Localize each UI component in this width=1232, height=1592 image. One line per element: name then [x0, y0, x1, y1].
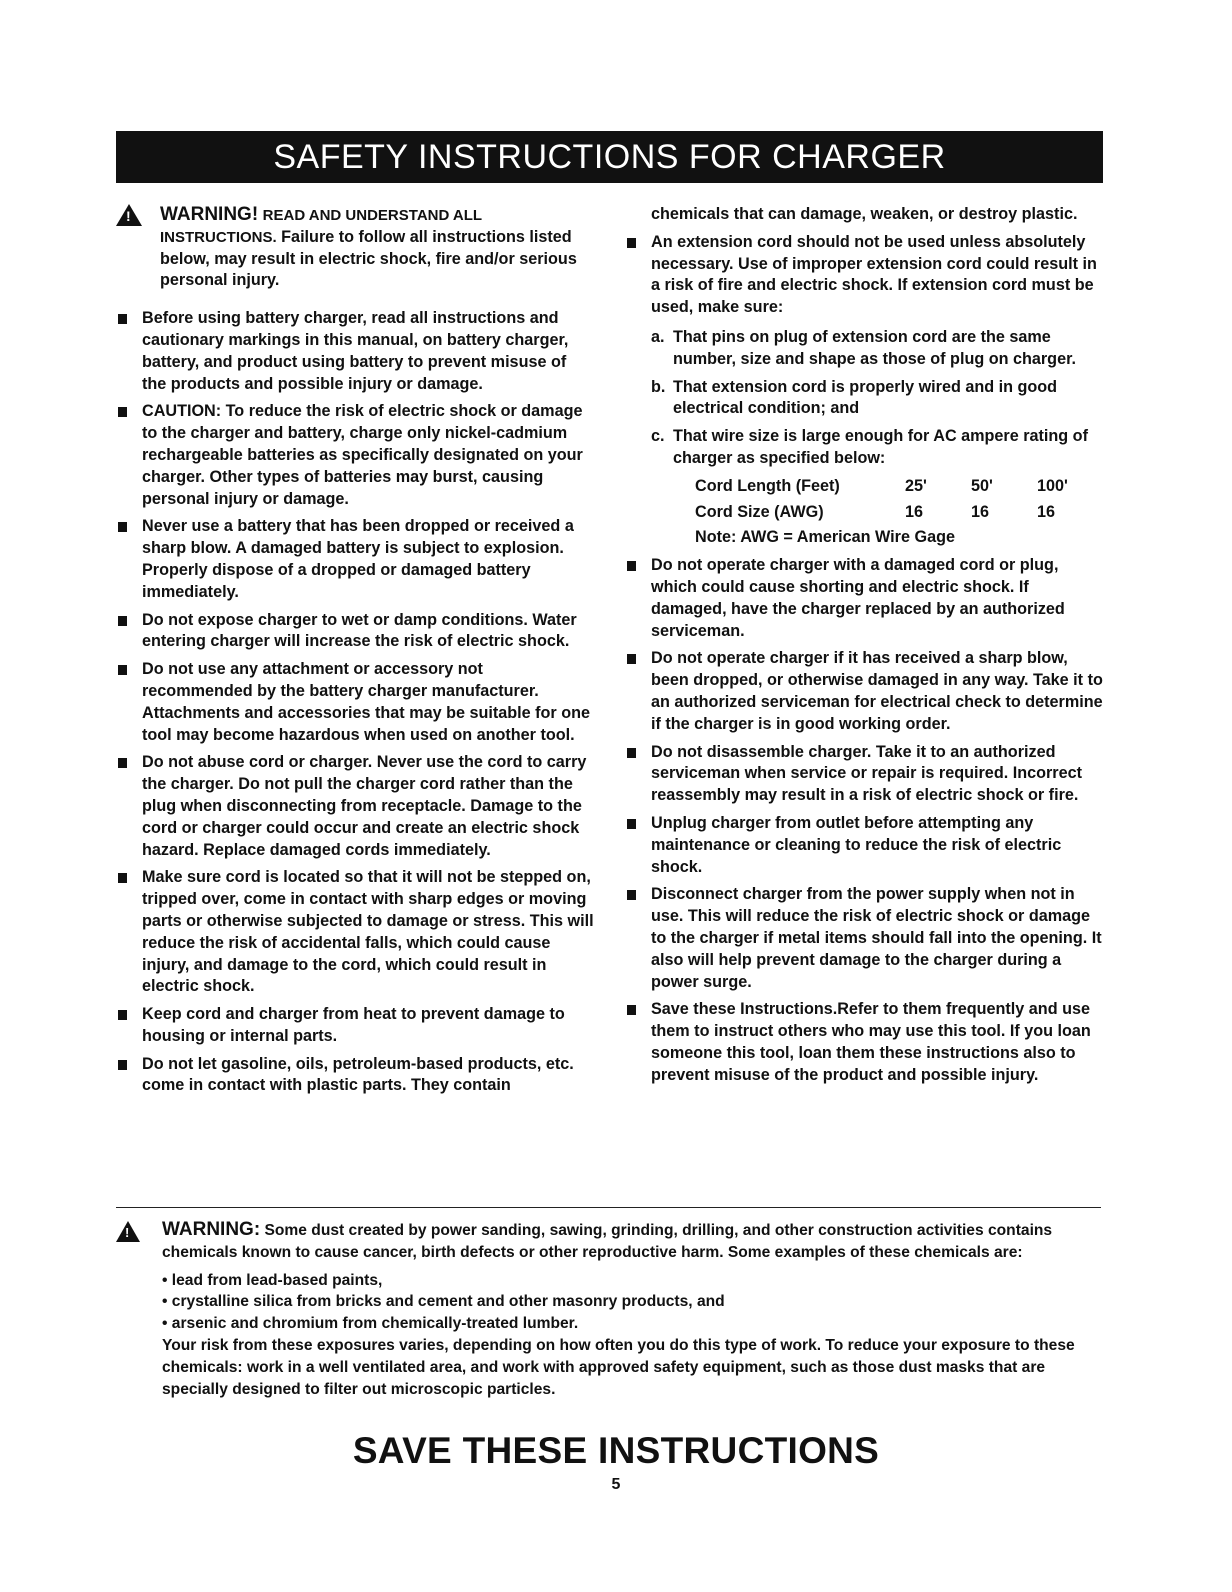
- list-item: • arsenic and chromium from chemically-treated lumber.: [162, 1315, 579, 1333]
- warning-block: [116, 204, 594, 292]
- list-item: Unplug charger from outlet before attempting any maintenance or cleaning to reduce the risk of electric shock.: [625, 813, 1103, 878]
- cord-size-table: [695, 474, 1103, 526]
- list-item: Save these Instructions.Refer to them frequently and use them to instruct others who may use this tool. If you loan someone this tool, loan them these instructions also to prevent misuse of the product and possible injury.: [625, 999, 1103, 1086]
- list-item: • lead from lead-based paints,: [162, 1271, 383, 1289]
- warning-triangle-icon: !: [116, 1221, 140, 1242]
- table-row: [695, 474, 1103, 500]
- left-column: [116, 204, 594, 1103]
- sub-item-letter: c.: [651, 427, 665, 446]
- list-item: Disconnect charger from the power supply when not in use. This will reduce the risk of electric shock or damage to the charger if metal items should fall into the opening. It also will help prevent damage to the charger during a power surge.: [625, 884, 1103, 993]
- warning-triangle-icon: !: [116, 204, 142, 226]
- sub-item-text: That extension cord is properly wired and in good electrical condition; and: [673, 377, 1058, 418]
- left-instruction-list: [116, 308, 594, 1097]
- list-item: Do not let gasoline, oils, petroleum-based products, etc. come in contact with plastic parts. They contain: [116, 1054, 594, 1098]
- section-divider: [116, 1207, 1101, 1208]
- dust-examples-list: [162, 1270, 1106, 1335]
- warning-caps-text-2: INSTRUCTIONS.: [160, 228, 277, 246]
- sub-item: [651, 377, 1103, 421]
- extension-requirements: [625, 327, 1103, 549]
- list-item: Do not abuse cord or charger. Never use the cord to carry the charger. Do not pull the charger cord rather than the plug when disconnecting from receptacle. Damage to the cord or charger could occur and create an electric shock hazard. Replace damaged cords immediately.: [116, 752, 594, 861]
- warning-caps-text: READ AND UNDERSTAND ALL: [262, 207, 483, 224]
- list-item: [625, 232, 1103, 319]
- table-cell: Cord Length (Feet): [695, 476, 840, 495]
- awg-note: Note: AWG = American Wire Gage: [695, 528, 955, 547]
- table-cell: 25': [905, 476, 927, 495]
- page-number: 5: [611, 1476, 621, 1493]
- list-item: Make sure cord is located so that it will not be stepped on, tripped over, come in contact with sharp edges or moving parts or otherwise subjected to damage or stress. This will reduce the risk of accidental falls, which could cause injury, and damage to the cord, which could result in electric shock.: [116, 867, 594, 998]
- list-item: Keep cord and charger from heat to prevent damage to housing or internal parts.: [116, 1004, 594, 1048]
- list-item: Do not use any attachment or accessory not recommended by the battery charger manufacturer. Attachments and accessories that may be suitable for one tool may become hazardous when used on another tool.: [116, 659, 594, 746]
- list-item: Before using battery charger, read all instructions and cautionary markings in this manual, on battery charger, battery, and product using battery to prevent misuse of the products and possible injury or damage.: [116, 308, 594, 395]
- list-item: Do not disassemble charger. Take it to an authorized serviceman when service or repair is required. Incorrect reassembly may result in a risk of electric shock or fire.: [625, 742, 1103, 807]
- sub-item-text: That pins on plug of extension cord are the same number, size and shape as those of plug on charger.: [673, 327, 1076, 368]
- sub-item: [651, 327, 1103, 371]
- list-item: CAUTION: To reduce the risk of electric shock or damage to the charger and battery, charge only nickel-cadmium rechargeable batteries as specifically designated on your charger. Other types of batteries may burst, causing personal injury or damage.: [116, 401, 594, 510]
- right-instruction-list: [625, 555, 1103, 1086]
- dust-warning-closing: Your risk from these exposures varies, depending on how often you do this type of work. To reduce your exposure to these chemicals: work in a well ventilated area, and work with approved safety equipment, such as those dust masks that are specially designed to filter out microscopic particles.: [162, 1336, 1075, 1398]
- table-cell: 16: [971, 502, 990, 521]
- table-cell: 16: [1037, 502, 1056, 521]
- dust-warning-intro: Some dust created by power sanding, sawing, grinding, drilling, and other construction activities contains chemicals known to cause cancer, birth defects or other reproductive harm. Some examples of these chemicals are:: [162, 1222, 1053, 1261]
- sub-item-letter: b.: [651, 377, 666, 396]
- table-cell: 100': [1037, 476, 1068, 495]
- table-cell: 50': [971, 476, 993, 495]
- list-item: Never use a battery that has been dropped or received a sharp blow. A damaged battery is subject to explosion. Properly dispose of a dropped or damaged battery immediately.: [116, 516, 594, 603]
- warning-label: WARNING!: [160, 204, 259, 225]
- extension-cord-list: [625, 232, 1103, 319]
- sub-item: [651, 426, 1103, 549]
- table-row: [695, 500, 1103, 526]
- sub-item-letter: a.: [651, 327, 665, 346]
- table-cell: Cord Size (AWG): [695, 502, 824, 521]
- list-item: Do not operate charger with a damaged cord or plug, which could cause shorting and electric shock. If damaged, have the charger replaced by an authorized serviceman.: [625, 555, 1103, 642]
- continued-text: chemicals that can damage, weaken, or destroy plastic.: [651, 205, 1078, 223]
- right-column: [625, 204, 1103, 1092]
- sub-item-text: That wire size is large enough for AC ampere rating of charger as specified below:: [673, 427, 1088, 467]
- list-item: Do not expose charger to wet or damp conditions. Water entering charger will increase the risk of electric shock.: [116, 610, 594, 654]
- dust-warning-label: WARNING:: [162, 1219, 261, 1240]
- list-item: • crystalline silica from bricks and cement and other masonry products, and: [162, 1293, 725, 1311]
- table-cell: 16: [905, 502, 924, 521]
- save-instructions-heading: SAVE THESE INSTRUCTIONS: [352, 1430, 880, 1471]
- list-item: Do not operate charger if it has received a sharp blow, been dropped, or otherwise damaged in any way. Take it to an authorized serviceman for electrical check to determine if the charger is in good working order.: [625, 648, 1103, 735]
- dust-warning-block: [116, 1219, 1106, 1400]
- page-title: SAFETY INSTRUCTIONS FOR CHARGER: [116, 131, 1103, 183]
- warning-text: Failure to follow all instructions listed below, may result in electric shock, fire and/or serious personal injury.: [160, 227, 577, 290]
- extension-cord-text: An extension cord should not be used unless absolutely necessary. Use of improper extension cord could result in a risk of fire and electric shock. If extension cord must be used, make sure:: [651, 232, 1097, 317]
